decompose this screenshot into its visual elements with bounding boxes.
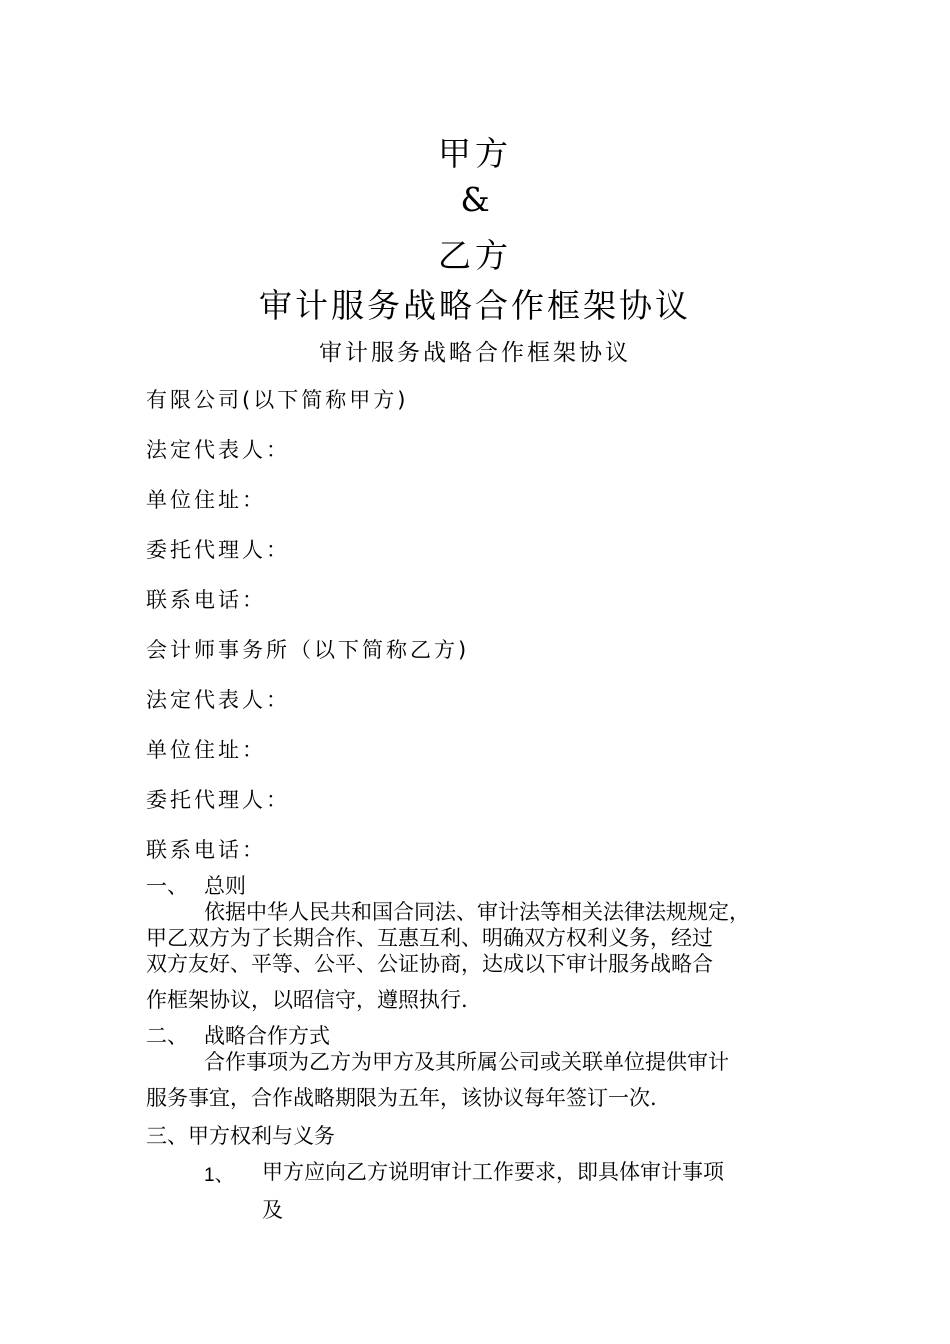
section-2-number: 二、 [146,1024,188,1048]
party-b-phone: 联系电话： [146,838,266,862]
party-a-address: 单位住址： [146,488,266,512]
section-3-item-line: 及 [262,1198,283,1222]
party-a-legal-rep: 法定代表人： [146,438,290,462]
party-b-name: 会计师事务所（以下简称乙方) [146,638,470,662]
section-2-title: 战略合作方式 [204,1024,330,1048]
sub-title: 审计服务战略合作框架协议 [319,340,631,366]
ampersand: & [460,180,490,219]
section-1-line: 双方友好、平等、公平、公证协商，达成以下审计服务战略合 [146,952,713,976]
party-a-phone: 联系电话： [146,588,266,612]
party-b-title: 乙方 [438,236,512,275]
party-b-address: 单位住址： [146,738,266,762]
section-3-heading: 三、甲方权利与义务 [146,1124,335,1148]
section-1-number: 一、 [146,874,188,898]
section-3-item-number: 1、 [204,1165,234,1186]
party-b-legal-rep: 法定代表人： [146,688,290,712]
main-title: 审计服务战略合作框架协议 [259,286,691,325]
section-3-item-line: 甲方应向乙方说明审计工作要求，即具体审计事项 [262,1160,724,1184]
party-a-title: 甲方 [438,134,512,173]
section-1-title: 总则 [204,874,246,898]
section-1-line: 甲乙双方为了长期合作、互惠互利、明确双方权利义务，经过 [146,926,713,950]
party-a-agent: 委托代理人： [146,538,290,562]
section-2-line: 合作事项为乙方为甲方及其所属公司或关联单位提供审计 [204,1050,729,1074]
section-1-line: 作框架协议，以昭信守，遵照执行. [146,988,468,1012]
section-1-line: 依据中华人民共和国合同法、审计法等相关法律法规规定， [204,900,750,924]
section-2-line: 服务事宜，合作战略期限为五年，该协议每年签订一次. [146,1086,657,1110]
party-a-name: 有限公司(以下简称甲方) [146,388,409,412]
party-b-agent: 委托代理人： [146,788,290,812]
